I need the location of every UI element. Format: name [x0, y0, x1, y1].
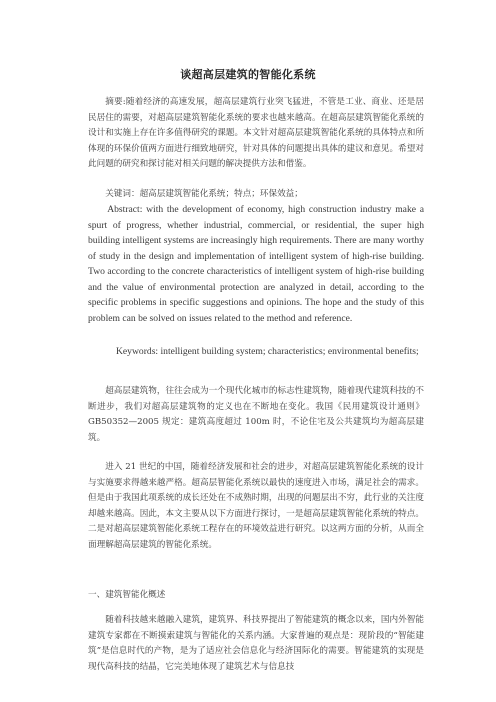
keywords-english: Keywords: intelligent building system; characteristics; environmental benefits;	[116, 346, 419, 357]
intro-paragraph-2: 进入 21 世纪的中国，随着经济发展和社会的进步，对超高层建筑智能化系统的设计与实施要求得越来越严格。超高层智能化系统以最快的速度进入市场，满足社会的需求。但是由于我国此项系统的成长还处在不成熟时期，出现的问题层出不穷，此行业的关注度却越来越高。因此，本文主要从以下方面进行探讨，一是超高层建筑智能化系统的特点。二是对超高层建筑智能化系统工程存在的环境效益进行研究。以这两方面的分析，从而全面理解超高层建筑的智能化系统。	[88, 462, 424, 550]
section-1-paragraph: 随着科技越来越融入建筑，建筑界、科技界提出了智能建筑的概念以来，国内外智能建筑专家都在不断摸索建筑与智能化的关系内涵。大家普遍的观点是：现阶段的“智能建筑”是信息时代的产物，是为了适应社会信息化与经济国际化的需要。智能建筑的实现是现代高科技的结晶，它完美地体现了建筑艺术与信息技	[88, 615, 424, 672]
document-title: 谈超高层建筑的智能化系统	[180, 68, 316, 81]
abstract-english: Abstract: with the development of economy, high construction industry make a spurt of progress, whether industrial, commercial, or residential, the super high building intelligent systems are increasingly high requirements. There are many worthy of study in the design and implementation of intelligent system of high-rise building. Two according to the concrete characteristics of intelligent system of high-rise building and the value of environmental protection are analyzed in detail, according to the specific problems in specific suggestions and opinions. The hope and the study of this problem can be solved on issues related to the method and reference.	[88, 204, 424, 324]
keywords-chinese: 关键词：超高层建筑智能化系统；特点；环保效益；	[105, 189, 303, 199]
intro-paragraph-1: 超高层建筑物，往往会成为一个现代化城市的标志性建筑物，随着现代建筑科技的不断进步，我们对超高层建筑物的定义也在不断地在变化。我国《民用建筑设计通则》GB50352—2005 规定：建筑高度超过 100m 时，不论住宅及公共建筑均为超高层建筑。	[88, 386, 424, 443]
abstract-chinese: 摘要:随着经济的高速发展，超高层建筑行业突飞猛进，不管是工业、商业、还是居民居住的需要，对超高层建筑智能化系统的要求也越来越高。在超高层建筑智能化系统的设计和实施上存在许多值得研究的课题。本文针对超高层建筑智能化系统的具体特点和所体现的环保价值两方面进行细致地研究，针对具体的问题提出具体的建议和意见。希望对此问题的研究和探讨能对相关问题的解决提供方法和借鉴。	[88, 97, 424, 169]
section-heading-1: 一、建筑智能化概述	[88, 590, 166, 600]
